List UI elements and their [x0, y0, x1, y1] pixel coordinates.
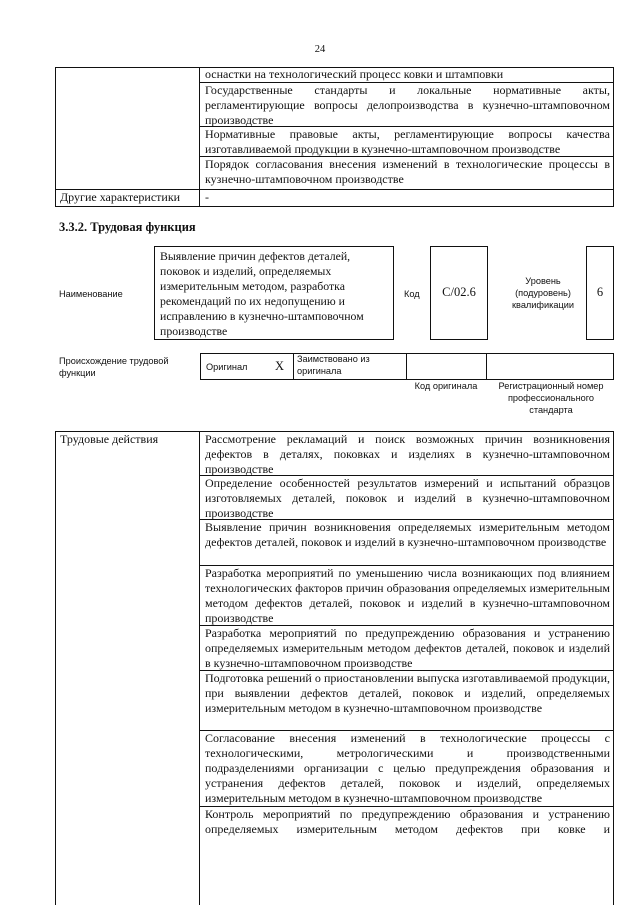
labor-action-item: Рассмотрение рекламаций и поиск возможных причин возникновения дефектов в деталях, поковках и изделиях в кузнечно-штамповочном производстве	[205, 432, 610, 476]
labor-action-item: Согласование внесения изменений в технологические процессы с технологическими, метрологическими и производственными подразделениями организации с целью предупреждения образования и устранения дефектов деталей, поковок и изделий, определяемых измерительным методом в кузнечно-штамповочном производстве	[205, 731, 610, 805]
origin-divider	[406, 353, 407, 380]
code-value: C/02.6	[442, 285, 476, 299]
code-label: Код	[404, 289, 420, 299]
origin-table	[200, 353, 614, 380]
name-label: Наименование	[59, 289, 123, 299]
original-code-caption: Код оригинала	[414, 381, 478, 391]
table-border-mid	[199, 67, 200, 207]
table-border-mid	[199, 431, 200, 905]
page-number: 24	[314, 44, 326, 55]
reg-number-caption: Регистрационный номер профессионального стандарта	[498, 381, 604, 415]
other-characteristics-value: -	[205, 190, 209, 204]
table-border-right	[613, 67, 614, 207]
section-heading: 3.3.2. Трудовая функция	[59, 220, 196, 234]
level-label: Уровень (подуровень) квалификации	[512, 276, 574, 310]
labor-action-item: Разработка мероприятий по уменьшению числа возникающих под влиянием технологических факторов причин образования определяемых измерительным методом дефектов деталей, поковок и изделий в кузнечно-штамповочном производстве	[205, 566, 610, 625]
origin-divider	[293, 353, 294, 380]
table-cell: Государственные стандарты и локальные нормативные акты, регламентирующие вопросы делопроизводства в кузнечно-штамповочном производстве	[205, 83, 610, 127]
table-border-left	[55, 431, 56, 905]
level-value: 6	[596, 285, 604, 299]
other-characteristics-label: Другие характеристики	[60, 190, 181, 204]
table-border-left	[55, 67, 56, 207]
origin-divider	[486, 353, 487, 380]
function-name: Выявление причин дефектов деталей, поковок и изделий, определяемых измерительным методом, разработка рекомендаций по их недопущению и исправлению в кузнечно-штамповочном производстве	[160, 249, 364, 338]
labor-action-item: Контроль мероприятий по предупреждению образования и устранению определяемых измерительным методом дефектов при ковке и	[205, 807, 610, 836]
original-label: Оригинал	[206, 362, 248, 372]
table-rule	[55, 206, 614, 207]
borrowed-label: Заимствовано из оригинала	[297, 354, 370, 376]
table-border-right	[613, 431, 614, 905]
table-cell: Нормативные правовые акты, регламентирующие вопросы качества изготавливаемой продукции в кузнечно-штамповочном производстве	[205, 127, 610, 156]
origin-label: Происхождение трудовой функции	[59, 356, 169, 378]
table-cell: оснастки на технологический процесс ковки и штамповки	[205, 67, 504, 81]
labor-action-item: Выявление причин возникновения определяемых измерительным методом дефектов деталей, поковок и изделий в кузнечно-штамповочном производстве	[205, 520, 610, 549]
labor-action-item: Разработка мероприятий по предупреждению образования и устранению определяемых измерительным методом дефектов деталей, поковок и изделий в кузнечно-штамповочном производстве	[205, 626, 610, 670]
labor-action-item: Определение особенностей результатов измерений и испытаний образцов изготовляемых деталей, поковок и изделий в кузнечно-штамповочном производстве	[205, 476, 610, 520]
table-cell: Порядок согласования внесения изменений в технологические процессы в кузнечно-штамповочном производстве	[205, 157, 610, 186]
labor-actions-label: Трудовые действия	[60, 432, 159, 446]
original-mark: X	[275, 359, 285, 373]
labor-action-item: Подготовка решений о приостановлении выпуска изготавливаемой продукции, при выявлении дефектов деталей, поковок и изделий, определяемых измерительным методом в кузнечно-штамповочном производстве	[205, 671, 610, 715]
